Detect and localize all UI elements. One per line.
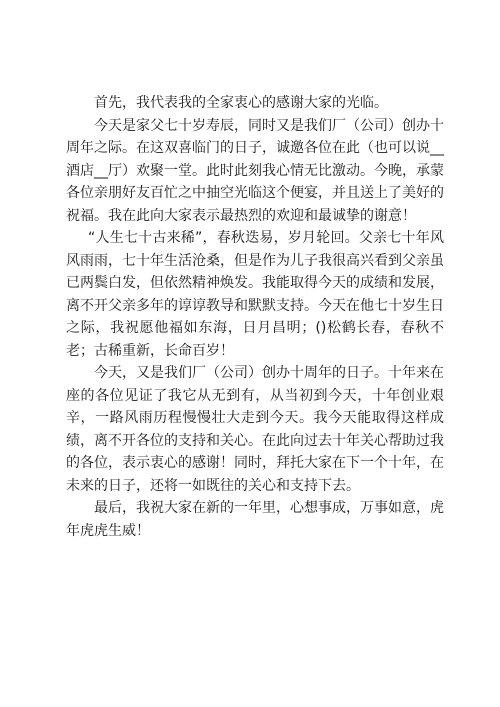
paragraph-father-birthday: “人生七十古来稀”，春秋迭易，岁月轮回。父亲七十年风风雨雨，七十年生活沧桑，但是作为儿子我很高兴看到父亲虽已两鬓白发，但依然精神焕发。我能取得今天的成绩和发展，离不开父亲多年的谆谆教导和默默支持。今天在他七十岁生日之际，我祝愿他福如东海，日月昌明；()松鹤长春，春秋不老；古稀重新，长命百岁！ <box>66 230 444 359</box>
document-body <box>66 92 444 542</box>
paragraph-company-anniversary: 今天，又是我们厂（公司）创办十周年的日子。十年来在座的各位见证了我它从无到有，从当初到今天，十年创业艰辛，一路风雨历程慢慢壮大走到今天。我今天能取得这样成绩，离不开各位的支持和关心。在此向过去十年关心帮助过我的各位，表示衷心的感谢！同时，拜托大家在下一个十年，在未来的日子，还将一如既往的关心和支持下去。 <box>66 365 444 494</box>
paragraph-double-celebration: 今天是家父七十岁寿辰，同时又是我们厂（公司）创办十周年之际。在这双喜临门的日子，诚邀各位在此（也可以说__酒店__厅）欢聚一堂。此时此刻我心情无比激动。今晚，承蒙各位亲朋好友百忙之中抽空光临这个便宴，并且送上了美好的祝福。我在此向大家表示最热烈的欢迎和最诚挚的谢意！ <box>66 117 444 224</box>
paragraph-closing: 最后，我祝大家在新的一年里，心想事成，万事如意，虎年虎虎生威！ <box>66 500 444 539</box>
paragraph-opening: 首先，我代表我的全家衷心的感谢大家的光临。 <box>94 95 388 111</box>
